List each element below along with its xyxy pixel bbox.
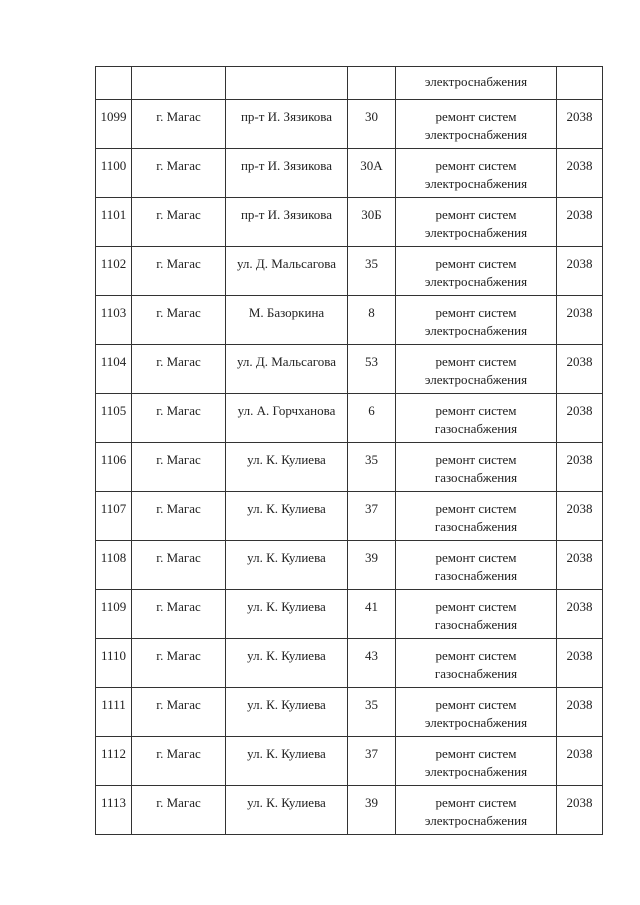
cell-street: ул. К. Кулиева: [226, 639, 348, 688]
cell-year: 2038: [557, 590, 603, 639]
cell-work-type: [396, 67, 557, 100]
cell-num: 1106: [96, 443, 132, 492]
cell-street: ул. К. Кулиева: [226, 786, 348, 835]
work-type-line2: электроснабжения: [424, 176, 528, 191]
cell-year: 2038: [557, 394, 603, 443]
cell-work-type: [396, 296, 557, 345]
cell-year: 2038: [557, 247, 603, 296]
cell-house: 53: [348, 345, 396, 394]
cell-num: 1099: [96, 100, 132, 149]
cell-house: 39: [348, 786, 396, 835]
work-type-line2: электроснабжения: [424, 764, 528, 779]
cell-num: 1112: [96, 737, 132, 786]
cell-work-type: [396, 149, 557, 198]
table-row: [96, 100, 603, 149]
cell-house: 30Б: [348, 198, 396, 247]
cell-street: ул. А. Горчханова: [226, 394, 348, 443]
table-row: [96, 688, 603, 737]
work-type-line1: ремонт систем: [435, 550, 517, 565]
cell-work-type: [396, 394, 557, 443]
cell-num: 1102: [96, 247, 132, 296]
work-type-line1: ремонт систем: [435, 599, 517, 614]
cell-num: 1101: [96, 198, 132, 247]
work-type-line1: ремонт систем: [435, 403, 517, 418]
cell-street: ул. К. Кулиева: [226, 737, 348, 786]
cell-work-type: [396, 345, 557, 394]
table-row: [96, 394, 603, 443]
cell-year: 2038: [557, 737, 603, 786]
work-type-line2: электроснабжения: [424, 715, 528, 730]
cell-num: 1111: [96, 688, 132, 737]
work-type-line1: ремонт систем: [435, 305, 517, 320]
cell-year: 2038: [557, 443, 603, 492]
cell-house: 43: [348, 639, 396, 688]
cell-house: 41: [348, 590, 396, 639]
cell-year: 2038: [557, 100, 603, 149]
cell-street: ул. К. Кулиева: [226, 492, 348, 541]
cell-work-type: [396, 100, 557, 149]
work-type-line1: ремонт систем: [435, 648, 517, 663]
cell-city: г. Магас: [132, 443, 226, 492]
table-row: [96, 247, 603, 296]
cell-street: пр-т И. Зязикова: [226, 100, 348, 149]
cell-city: г. Магас: [132, 786, 226, 835]
cell-street: ул. К. Кулиева: [226, 443, 348, 492]
cell-num: 1113: [96, 786, 132, 835]
cell-street: ул. К. Кулиева: [226, 541, 348, 590]
cell-work-type: [396, 492, 557, 541]
work-type-line2: газоснабжения: [434, 617, 518, 632]
cell-house: 6: [348, 394, 396, 443]
cell-city: г. Магас: [132, 590, 226, 639]
cell-num: 1104: [96, 345, 132, 394]
work-type-line1: ремонт систем: [435, 354, 517, 369]
cell-year: 2038: [557, 345, 603, 394]
work-type-line2: электроснабжения: [424, 127, 528, 142]
cell-city: г. Магас: [132, 296, 226, 345]
cell-work-type: [396, 688, 557, 737]
cell-num: 1109: [96, 590, 132, 639]
cell-year: 2038: [557, 786, 603, 835]
cell-num: [96, 67, 132, 100]
work-type-line2: электроснабжения: [424, 323, 528, 338]
work-type-line2: электроснабжения: [424, 813, 528, 828]
cell-city: г. Магас: [132, 639, 226, 688]
cell-house: 30А: [348, 149, 396, 198]
cell-num: 1107: [96, 492, 132, 541]
cell-house: 8: [348, 296, 396, 345]
table-row: [96, 737, 603, 786]
work-type-line1: ремонт систем: [435, 207, 517, 222]
cell-house: [348, 67, 396, 100]
work-type-line2: электроснабжения: [424, 74, 528, 89]
cell-work-type: [396, 590, 557, 639]
cell-city: г. Магас: [132, 688, 226, 737]
work-type-line1: ремонт систем: [435, 109, 517, 124]
cell-house: 39: [348, 541, 396, 590]
cell-num: 1100: [96, 149, 132, 198]
work-type-line2: газоснабжения: [434, 568, 518, 583]
cell-street: пр-т И. Зязикова: [226, 149, 348, 198]
cell-house: 37: [348, 737, 396, 786]
table-row: [96, 296, 603, 345]
table-row: [96, 541, 603, 590]
work-type-line1: ремонт систем: [435, 697, 517, 712]
work-type-line2: газоснабжения: [434, 421, 518, 436]
cell-work-type: [396, 541, 557, 590]
work-type-line1: ремонт систем: [435, 501, 517, 516]
cell-work-type: [396, 737, 557, 786]
cell-street: ул. Д. Мальсагова: [226, 345, 348, 394]
cell-work-type: [396, 639, 557, 688]
cell-city: г. Магас: [132, 394, 226, 443]
work-type-line2: газоснабжения: [434, 470, 518, 485]
repair-register-table: [95, 66, 603, 835]
cell-street: пр-т И. Зязикова: [226, 198, 348, 247]
cell-city: г. Магас: [132, 541, 226, 590]
cell-num: 1110: [96, 639, 132, 688]
table-row: [96, 198, 603, 247]
cell-house: 35: [348, 247, 396, 296]
table-row: [96, 590, 603, 639]
cell-year: 2038: [557, 541, 603, 590]
cell-house: 35: [348, 688, 396, 737]
continuation-row: [96, 67, 603, 100]
cell-city: г. Магас: [132, 737, 226, 786]
work-type-line2: электроснабжения: [424, 225, 528, 240]
table-row: [96, 443, 603, 492]
table-row: [96, 639, 603, 688]
work-type-line1: ремонт систем: [435, 256, 517, 271]
cell-city: [132, 67, 226, 100]
cell-street: ул. К. Кулиева: [226, 688, 348, 737]
work-type-line2: электроснабжения: [424, 274, 528, 289]
work-type-line1: ремонт систем: [435, 158, 517, 173]
cell-year: 2038: [557, 688, 603, 737]
cell-work-type: [396, 443, 557, 492]
cell-city: г. Магас: [132, 247, 226, 296]
table-row: [96, 786, 603, 835]
cell-city: г. Магас: [132, 149, 226, 198]
register-body: [96, 67, 603, 835]
cell-work-type: [396, 198, 557, 247]
cell-house: 37: [348, 492, 396, 541]
table-row: [96, 345, 603, 394]
cell-street: М. Базоркина: [226, 296, 348, 345]
cell-house: 35: [348, 443, 396, 492]
work-type-line1: ремонт систем: [435, 795, 517, 810]
cell-city: г. Магас: [132, 345, 226, 394]
cell-year: 2038: [557, 149, 603, 198]
cell-year: 2038: [557, 296, 603, 345]
cell-city: г. Магас: [132, 492, 226, 541]
cell-work-type: [396, 786, 557, 835]
table-row: [96, 492, 603, 541]
work-type-line1: ремонт систем: [435, 746, 517, 761]
cell-street: ул. Д. Мальсагова: [226, 247, 348, 296]
work-type-line2: газоснабжения: [434, 666, 518, 681]
cell-street: [226, 67, 348, 100]
cell-num: 1103: [96, 296, 132, 345]
cell-work-type: [396, 247, 557, 296]
cell-city: г. Магас: [132, 100, 226, 149]
cell-year: 2038: [557, 492, 603, 541]
cell-year: [557, 67, 603, 100]
cell-year: 2038: [557, 198, 603, 247]
cell-num: 1108: [96, 541, 132, 590]
cell-year: 2038: [557, 639, 603, 688]
table-row: [96, 149, 603, 198]
cell-city: г. Магас: [132, 198, 226, 247]
work-type-line2: электроснабжения: [424, 372, 528, 387]
cell-street: ул. К. Кулиева: [226, 590, 348, 639]
work-type-line2: газоснабжения: [434, 519, 518, 534]
work-type-line1: ремонт систем: [435, 452, 517, 467]
cell-house: 30: [348, 100, 396, 149]
cell-num: 1105: [96, 394, 132, 443]
